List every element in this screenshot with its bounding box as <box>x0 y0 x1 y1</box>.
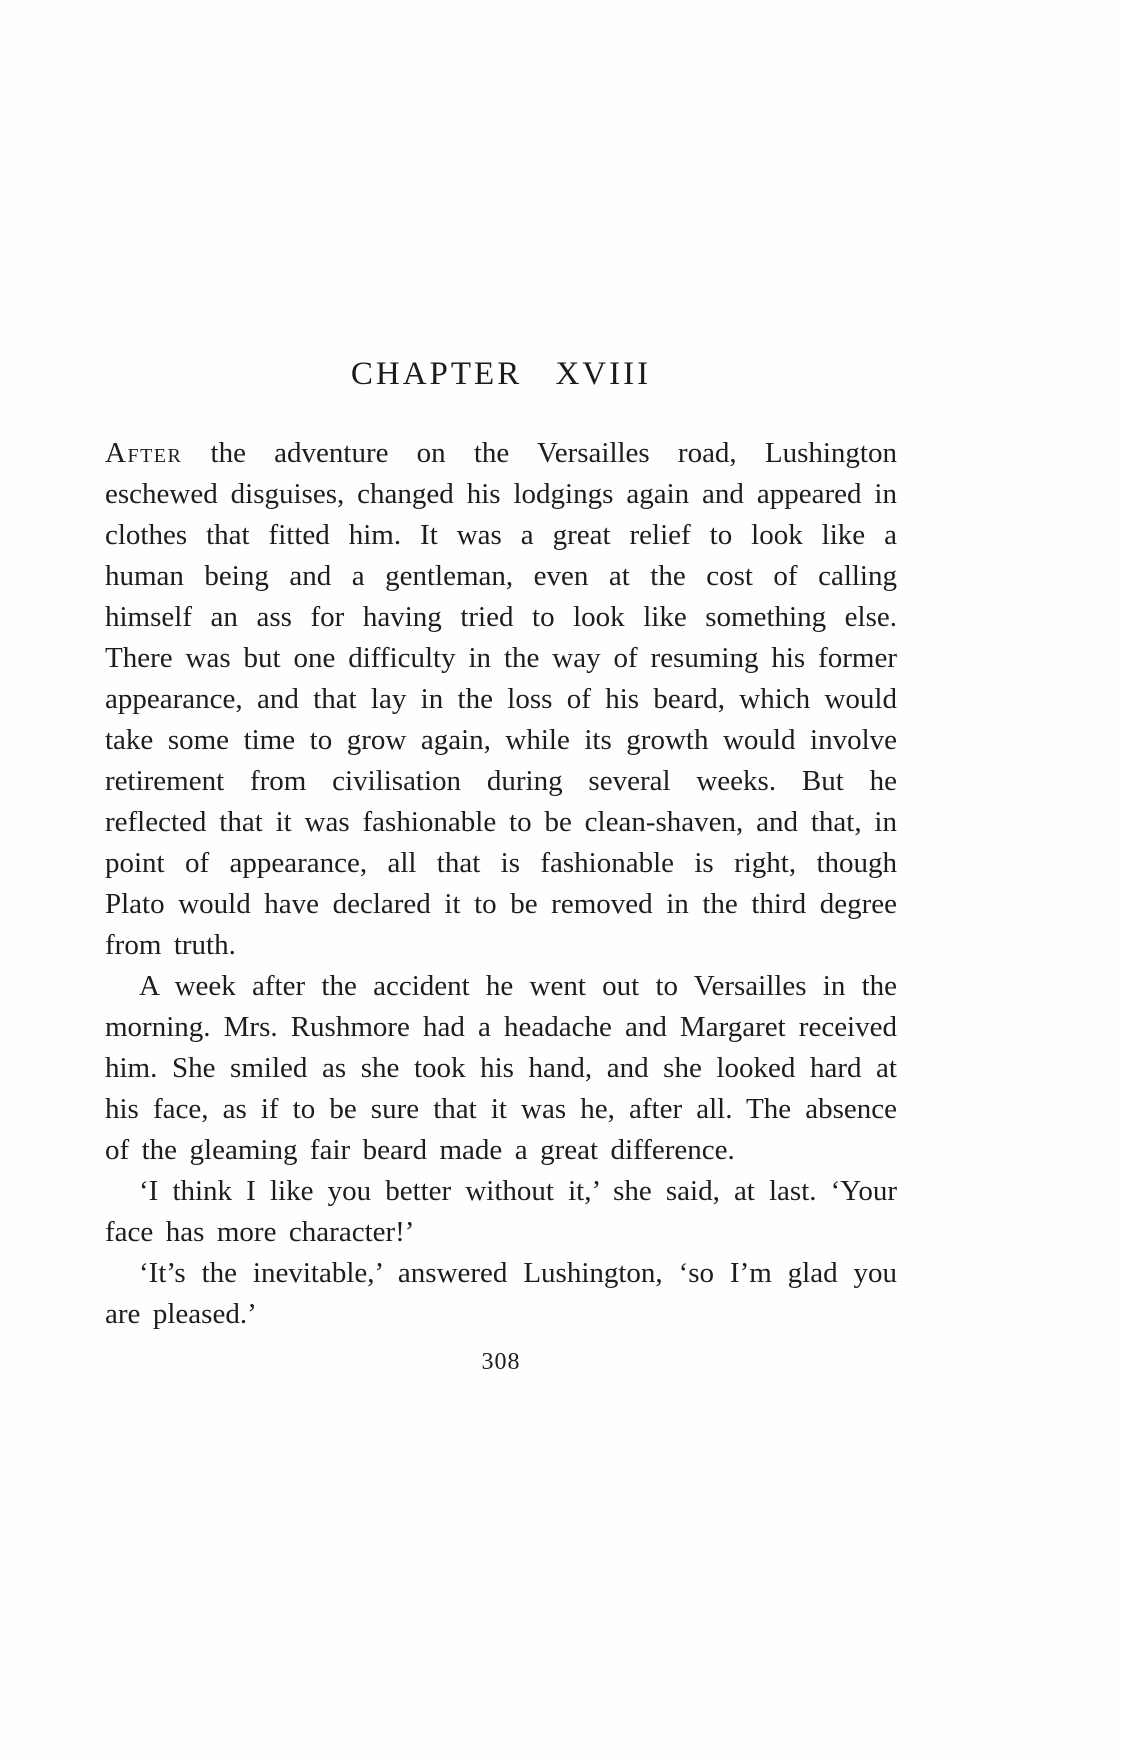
paragraph <box>105 433 897 966</box>
paragraph: A week after the accident he went out to Versailles in the morning. Mrs. Rushmore had a headache and Margaret received him. She smiled as she took his hand, and she looked hard at his face, as if to be sure that it was he, after all. The absence of the gleaming fair beard made a great difference. <box>105 970 897 1166</box>
paragraph-text: the adventure on the Versailles road, Lushington eschewed disguises, changed his lodgings again and appeared in clothes that fitted him. It was a great relief to look like a human being and a gentleman, even at the cost of calling himself an ass for having tried to look like something else. There was but one difficulty in the way of resuming his former appearance, and that lay in the loss of his beard, which would take some time to grow again, while its growth would involve retirement from civilisation during several weeks. But he reflected that it was fashionable to be clean-shaven, and that, in point of appearance, all that is fashionable is right, though Plato would have declared it to be removed in the third degree from truth. <box>105 437 897 961</box>
text-block <box>105 356 897 1376</box>
page-number: 308 <box>481 1349 521 1375</box>
paragraph: ‘It’s the inevitable,’ answered Lushington, ‘so I’m glad you are pleased.’ <box>105 1257 897 1330</box>
chapter-heading: CHAPTER XVIII <box>350 356 652 392</box>
paragraph: ‘I think I like you better without it,’ she said, at last. ‘Your face has more character!’ <box>105 1175 897 1248</box>
lead-word: After <box>105 437 183 469</box>
